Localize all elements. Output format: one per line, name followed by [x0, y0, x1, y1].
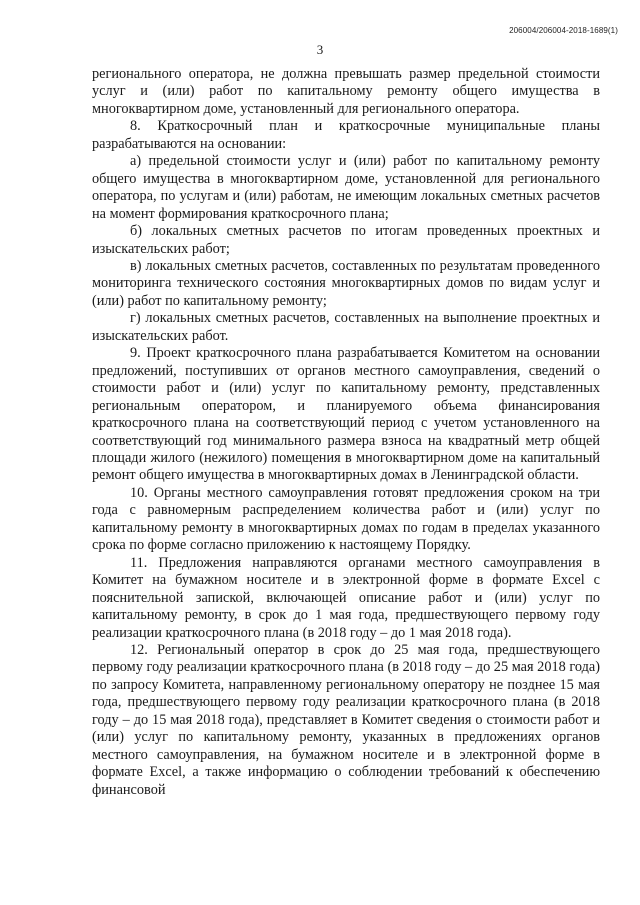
paragraph: 11. Предложения направляются органами местного самоуправления в Комитет на бумажном носителе и в электронной форме в формате Excel с пояснительной запиской, включающей описание работ и (или) услуг по капитальному ремонту, в срок до 1 мая года, предшествующего первому году реализации краткосрочного плана (в 2018 году – до 1 мая 2018 года).: [92, 554, 600, 641]
paragraph: 10. Органы местного самоуправления готовят предложения сроком на три года с равномерным распределением количества работ и (или) услуг по капитальному ремонту в многоквартирных домах по годам в пределах указанного срока по форме согласно приложению к настоящему Порядку.: [92, 484, 600, 554]
page-number: 3: [316, 42, 324, 57]
paragraph: 12. Региональный оператор в срок до 25 мая года, предшествующего первому году реализации краткосрочного плана (в 2018 году – до 25 мая 2018 года) по запросу Комитета, направленному региональному оператору не позднее 15 мая года, предшествующего первому году реализации краткосрочного плана (в 2018 году – до 15 мая 2018 года), представляет в Комитет сведения о стоимости работ и (или) услуг по капитальному ремонту, указанных в предложениях органов местного самоуправления, на бумажном носителе и в электронной форме в формате Excel, а также информацию о соблюдении требований к обеспечению финансовой: [92, 641, 600, 798]
paragraph: 9. Проект краткосрочного плана разрабатывается Комитетом на основании предложений, поступивших от органов местного самоуправления, сведений о стоимости работ и (или) услуг по капитальному ремонту, представленных региональным оператором, и планируемого объема финансирования краткосрочного плана на соответствующий период с учетом установленного на соответствующий год минимального размера взноса на квадратный метр общей площади жилого (нежилого) помещения в многоквартирном доме на капитальный ремонт общего имущества в многоквартирных домах в Ленинградской области.: [92, 345, 600, 484]
paragraph: б) локальных сметных расчетов по итогам проведенных проектных и изыскательских работ;: [92, 223, 600, 257]
paragraph: в) локальных сметных расчетов, составленных по результатам проведенного мониторинга технического состояния многоквартирных домов по видам услуг и (или) работ по капитальному ремонту;: [92, 257, 600, 309]
body-text: [92, 66, 600, 799]
paragraph: г) локальных сметных расчетов, составленных на выполнение проектных и изыскательских работ.: [92, 310, 600, 344]
paragraph: 8. Краткосрочный план и краткосрочные муниципальные планы разрабатываются на основании:: [92, 118, 600, 152]
document-id: 206004/206004-2018-1689(1): [509, 26, 618, 35]
paragraph: а) предельной стоимости услуг и (или) работ по капитальному ремонту общего имущества в многоквартирном доме, установленной для регионального оператора, по услугам и (или) работам, не имеющим локальных сметных расчетов на момент формирования краткосрочного плана;: [92, 153, 600, 222]
paragraph: регионального оператора, не должна превышать размер предельной стоимости услуг и (или) работ по капитальному ремонту общего имущества в многоквартирном доме, установленный для регионального оператора.: [92, 66, 600, 117]
